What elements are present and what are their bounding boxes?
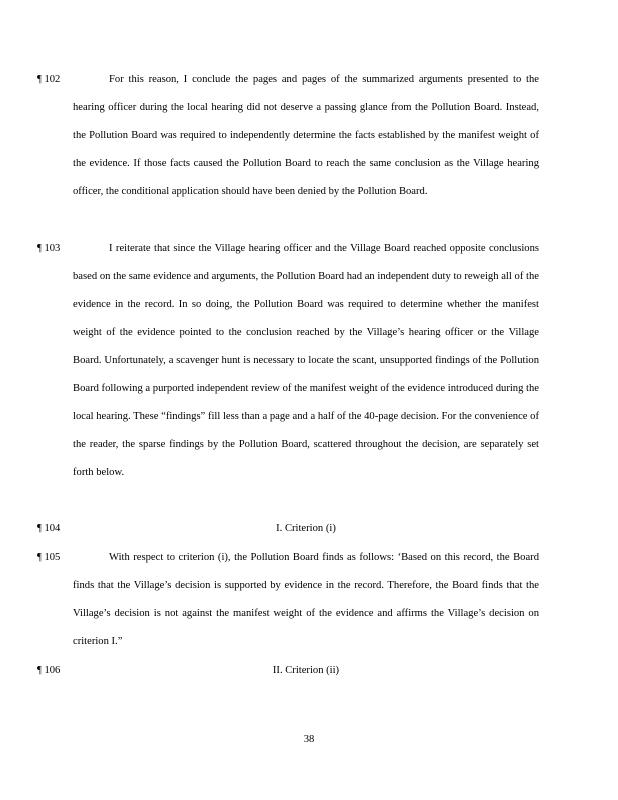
- paragraph-number: ¶ 103: [37, 243, 61, 254]
- paragraph-number: ¶ 106: [37, 665, 61, 676]
- paragraph-number: ¶ 102: [37, 74, 61, 85]
- section-heading: II. Criterion (ii): [272, 665, 340, 676]
- paragraph-number: ¶ 105: [37, 552, 61, 563]
- page-number: 38: [303, 734, 315, 745]
- section-heading: I. Criterion (i): [276, 523, 336, 534]
- paragraph-text: For this reason, I conclude the pages and pages of the summarized arguments presented to the hearing officer during the local hearing did not deserve a passing glance from the Pollution Board. Instead, the Pollution Board was required to independently determine the facts established by the manifest weight of the evidence. If those facts caused the Pollution Board to reach the same conclusion as the Village hearing officer, the conditional application should have been denied by the Pollution Board.: [73, 74, 539, 197]
- paragraph-text: I reiterate that since the Village hearing officer and the Village Board reached opposite conclusions based on the same evidence and arguments, the Pollution Board had an independent duty to reweigh all of the evidence in the record. In so doing, the Pollution Board was required to determine whether the manifest weight of the evidence pointed to the conclusion reached by the Village’s hearing officer or the Village Board. Unfortunately, a scavenger hunt is necessary to locate the scant, unsupported findings of the Pollution Board following a purported independent review of the manifest weight of the evidence introduced during the local hearing. These “findings” fill less than a page and a half of the 40-page decision. For the convenience of the reader, the sparse findings by the Pollution Board, scattered throughout the decision, are separately set forth below.: [73, 243, 539, 478]
- paragraph-text: With respect to criterion (i), the Pollution Board finds as follows: ‘Based on this record, the Board finds that the Village’s decision is supported by evidence in the record. Therefore, the Board finds that the Village’s decision is not against the manifest weight of the evidence and affirms the Village’s decision on criterion I.”: [73, 552, 539, 647]
- paragraph-number: ¶ 104: [37, 523, 61, 534]
